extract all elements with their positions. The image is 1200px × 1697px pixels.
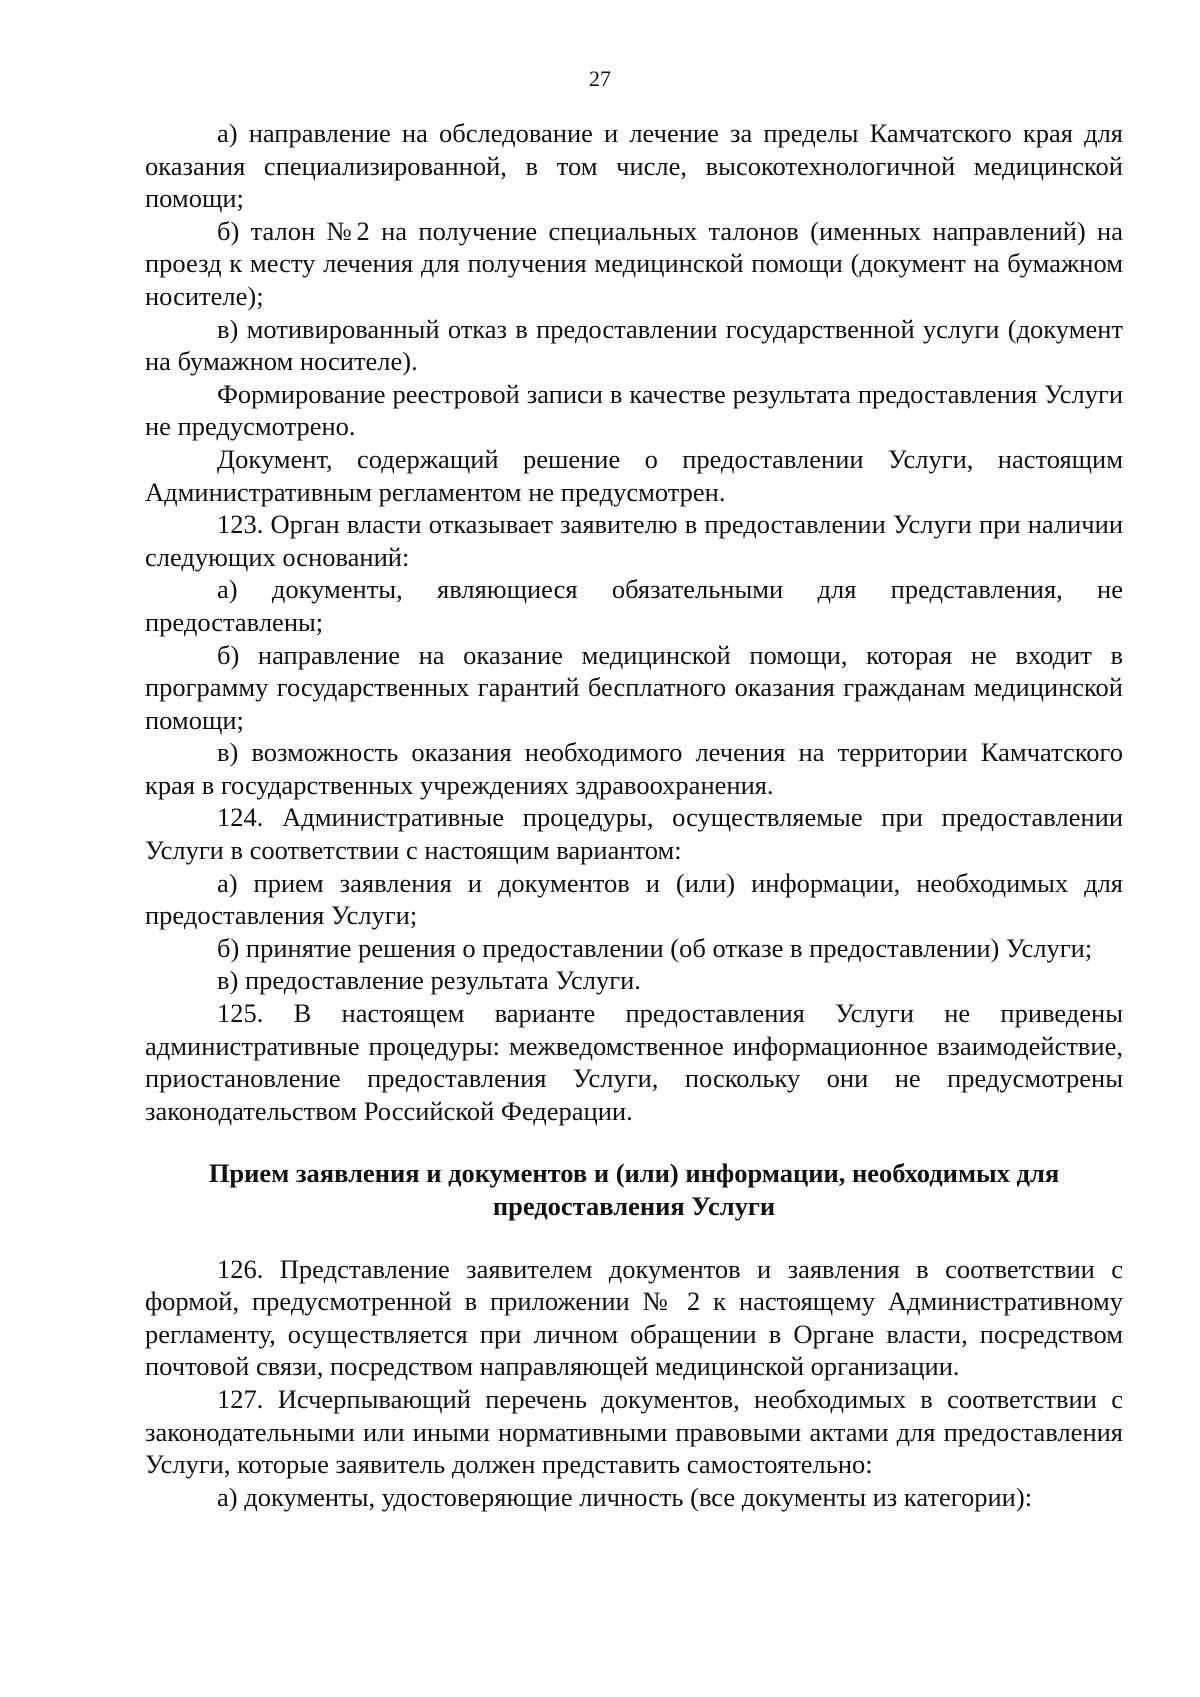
paragraph-123-a: а) документы, являющиеся обязательными для представления, не предоставлены; [145, 574, 1123, 637]
paragraph-126: 126. Представление заявителем документов и заявления в соответствии с формой, предусмотренной в приложении № 2 к настоящему Административному регламенту, осуществляется при личном обращении в Органе власти, посредством почтовой связи, посредством направляющей медицинской организации. [145, 1253, 1123, 1382]
paragraph-125: 125. В настоящем варианте предоставления Услуги не приведены административные процедуры: межведомственное информационное взаимодействие, приостановление предоставления Услуги, поскольку они не предусмотрены законодательством Российской Федерации. [145, 998, 1123, 1126]
paragraph-127: 127. Исчерпывающий перечень документов, необходимых в соответствии с законодательными или иными нормативными правовыми актами для предоставления Услуги, которые заявитель должен представить самостоятельно: [145, 1383, 1123, 1480]
paragraph-123-c: в) возможность оказания необходимого лечения на территории Камчатского края в государственных учреждениях здравоохранения. [145, 737, 1123, 800]
paragraph-result-a: а) направление на обследование и лечение за пределы Камчатского края для оказания специализированной, в том числе, высокотехнологичной медицинской помощи; [145, 118, 1123, 214]
paragraph-124: 124. Административные процедуры, осуществляемые при предоставлении Услуги в соответствии с настоящим вариантом: [145, 802, 1123, 866]
paragraph-123: 123. Орган власти отказывает заявителю в предоставлении Услуги при наличии следующих оснований: [145, 509, 1123, 572]
paragraph-124-a: а) прием заявления и документов и (или) информации, необходимых для предоставления Услуги; [145, 867, 1123, 931]
paragraph-result-b: б) талон №2 на получение специальных талонов (именных направлений) на проезд к месту лечения для получения медицинской помощи (документ на бумажном носителе); [145, 215, 1123, 311]
paragraph-127-a: а) документы, удостоверяющие личность (все документы из категории): [217, 1481, 1033, 1512]
paragraph-124-c: в) предоставление результата Услуги. [217, 965, 641, 996]
paragraph-result-c: в) мотивированный отказ в предоставлении государственной услуги (документ на бумажном носителе). [145, 313, 1123, 377]
section-heading: Прием заявления и документов и (или) информации, необходимых для предоставления Услуги [208, 1158, 1060, 1221]
paragraph-decision-document: Документ, содержащий решение о предоставлении Услуги, настоящим Административным регламентом не предусмотрен. [145, 443, 1123, 507]
paragraph-registry-record: Формирование реестровой записи в качестве результата предоставления Услуги не предусмотрено. [145, 378, 1123, 442]
paragraph-124-b: б) принятие решения о предоставлении (об отказе в предоставлении) Услуги; [217, 932, 1093, 963]
page-number: 27 [589, 66, 611, 91]
document-body [145, 117, 1123, 1513]
paragraph-123-b: б) направление на оказание медицинской помощи, которая не входит в программу государственных гарантий бесплатного оказания гражданам медицинской помощи; [145, 639, 1123, 735]
